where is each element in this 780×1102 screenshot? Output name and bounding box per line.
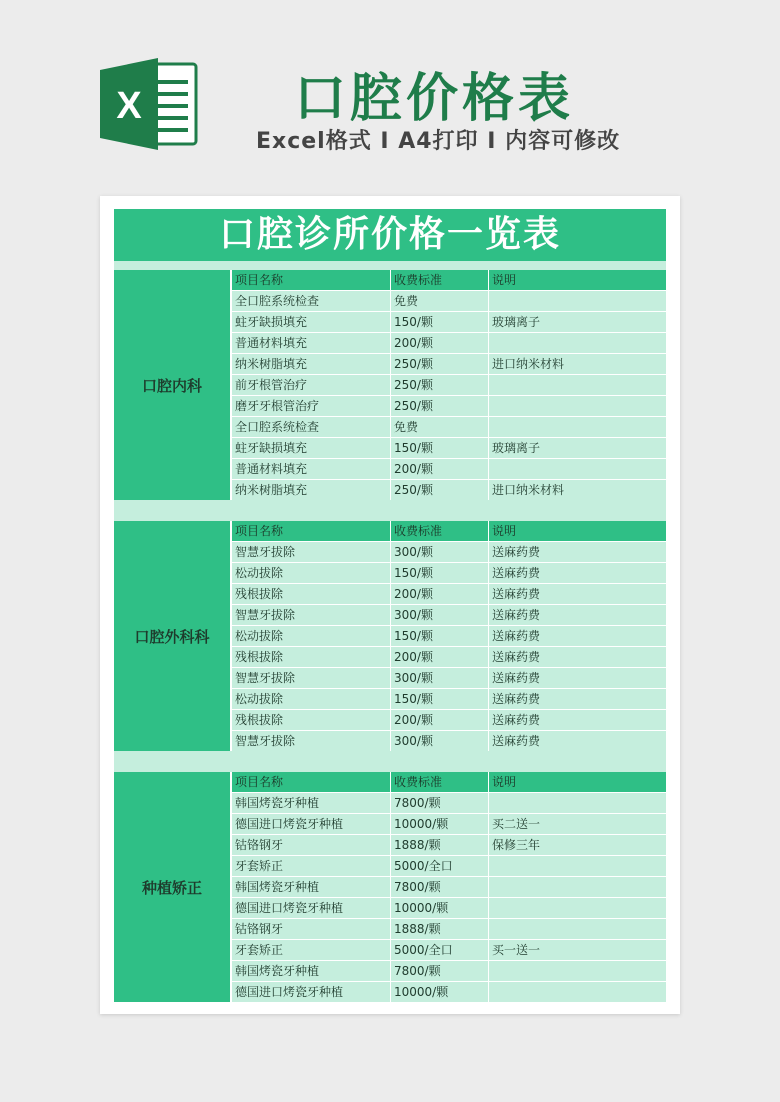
note-cell: 送麻药费 <box>489 563 666 583</box>
section-spacer <box>114 751 666 772</box>
note-cell <box>489 877 666 897</box>
price-cell: 10000/颗 <box>391 898 488 918</box>
note-cell: 送麻药费 <box>489 626 666 646</box>
note-cell: 进口纳米材料 <box>489 354 666 374</box>
item-name-cell: 磨牙牙根管治疗 <box>232 396 390 416</box>
table-row <box>232 982 666 1002</box>
item-name-cell: 残根拔除 <box>232 710 390 730</box>
price-cell: 150/颗 <box>391 312 488 332</box>
table-row <box>232 877 666 897</box>
table-row <box>232 689 666 709</box>
price-cell: 300/颗 <box>391 605 488 625</box>
item-name-cell: 普通材料填充 <box>232 333 390 353</box>
note-cell <box>489 396 666 416</box>
table-row <box>232 626 666 646</box>
item-name-cell: 全口腔系统检查 <box>232 417 390 437</box>
note-cell <box>489 961 666 981</box>
note-cell: 买一送一 <box>489 940 666 960</box>
item-name-cell: 韩国烤瓷牙种植 <box>232 793 390 813</box>
column-header: 项目名称 <box>232 772 390 792</box>
item-name-cell: 牙套矫正 <box>232 940 390 960</box>
item-name-cell: 全口腔系统检查 <box>232 291 390 311</box>
note-cell <box>489 459 666 479</box>
item-name-cell: 松动拔除 <box>232 626 390 646</box>
table-row <box>232 438 666 458</box>
section-rows <box>232 270 666 501</box>
note-cell <box>489 417 666 437</box>
item-name-cell: 普通材料填充 <box>232 459 390 479</box>
item-name-cell: 蛀牙缺损填充 <box>232 312 390 332</box>
column-header: 说明 <box>489 270 666 290</box>
price-cell: 300/颗 <box>391 731 488 751</box>
price-cell: 免费 <box>391 417 488 437</box>
item-name-cell: 残根拔除 <box>232 584 390 604</box>
table-row <box>232 459 666 479</box>
price-cell: 5000/全口 <box>391 856 488 876</box>
sheet-banner-title: 口腔诊所价格一览表 <box>114 209 666 261</box>
note-cell: 送麻药费 <box>489 584 666 604</box>
price-cell: 250/颗 <box>391 480 488 500</box>
note-cell: 送麻药费 <box>489 710 666 730</box>
note-cell: 进口纳米材料 <box>489 480 666 500</box>
note-cell: 玻璃离子 <box>489 438 666 458</box>
column-header: 收费标准 <box>391 521 488 541</box>
table-row <box>232 354 666 374</box>
column-header: 项目名称 <box>232 270 390 290</box>
price-cell: 10000/颗 <box>391 814 488 834</box>
price-cell: 200/颗 <box>391 647 488 667</box>
note-cell: 买二送一 <box>489 814 666 834</box>
note-cell <box>489 291 666 311</box>
section-label: 口腔内科 <box>114 270 230 500</box>
table-row <box>232 731 666 751</box>
table-row <box>232 940 666 960</box>
table-row <box>232 563 666 583</box>
table-row <box>232 605 666 625</box>
table-row <box>232 584 666 604</box>
section-spacer <box>114 500 666 521</box>
item-name-cell: 纳米树脂填充 <box>232 354 390 374</box>
price-cell: 5000/全口 <box>391 940 488 960</box>
item-name-cell: 钴铬钢牙 <box>232 919 390 939</box>
excel-logo-icon <box>100 58 200 150</box>
price-cell: 200/颗 <box>391 710 488 730</box>
item-name-cell: 德国进口烤瓷牙种植 <box>232 982 390 1002</box>
price-cell: 200/颗 <box>391 584 488 604</box>
item-name-cell: 前牙根管治疗 <box>232 375 390 395</box>
price-cell: 150/颗 <box>391 563 488 583</box>
document-header <box>0 0 780 180</box>
table-row <box>232 333 666 353</box>
price-cell: 300/颗 <box>391 668 488 688</box>
item-name-cell: 牙套矫正 <box>232 856 390 876</box>
price-cell: 150/颗 <box>391 626 488 646</box>
item-name-cell: 纳米树脂填充 <box>232 480 390 500</box>
item-name-cell: 德国进口烤瓷牙种植 <box>232 814 390 834</box>
page-title: 口腔价格表 <box>294 69 575 129</box>
note-cell: 送麻药费 <box>489 668 666 688</box>
table-row <box>232 668 666 688</box>
price-cell: 300/颗 <box>391 542 488 562</box>
price-section <box>114 521 666 751</box>
table-row <box>232 542 666 562</box>
note-cell: 保修三年 <box>489 835 666 855</box>
price-cell: 1888/颗 <box>391 919 488 939</box>
column-header: 项目名称 <box>232 521 390 541</box>
table-row <box>232 835 666 855</box>
item-name-cell: 松动拔除 <box>232 689 390 709</box>
logo-letter: X <box>116 85 142 127</box>
item-name-cell: 韩国烤瓷牙种植 <box>232 877 390 897</box>
table-row <box>232 856 666 876</box>
note-cell: 送麻药费 <box>489 647 666 667</box>
table-row <box>232 647 666 667</box>
table-header-row <box>232 270 666 290</box>
note-cell: 送麻药费 <box>489 731 666 751</box>
item-name-cell: 智慧牙拔除 <box>232 668 390 688</box>
table-row <box>232 898 666 918</box>
note-cell <box>489 375 666 395</box>
item-name-cell: 智慧牙拔除 <box>232 605 390 625</box>
column-header: 收费标准 <box>391 270 488 290</box>
item-name-cell: 韩国烤瓷牙种植 <box>232 961 390 981</box>
table-row <box>232 814 666 834</box>
price-cell: 200/颗 <box>391 459 488 479</box>
note-cell: 送麻药费 <box>489 605 666 625</box>
price-cell: 10000/颗 <box>391 982 488 1002</box>
table-row <box>232 291 666 311</box>
price-cell: 7800/颗 <box>391 793 488 813</box>
item-name-cell: 智慧牙拔除 <box>232 542 390 562</box>
item-name-cell: 智慧牙拔除 <box>232 731 390 751</box>
note-cell: 玻璃离子 <box>489 312 666 332</box>
price-section <box>114 772 666 1002</box>
price-cell: 150/颗 <box>391 438 488 458</box>
table-row <box>232 312 666 332</box>
price-cell: 免费 <box>391 291 488 311</box>
note-cell <box>489 898 666 918</box>
price-cell: 1888/颗 <box>391 835 488 855</box>
section-rows <box>232 772 666 1003</box>
table-row <box>232 417 666 437</box>
note-cell <box>489 982 666 1002</box>
table-row <box>232 375 666 395</box>
table-row <box>232 961 666 981</box>
price-section <box>114 270 666 500</box>
price-cell: 250/颗 <box>391 354 488 374</box>
table-header-row <box>232 521 666 541</box>
price-cell: 150/颗 <box>391 689 488 709</box>
table-header-row <box>232 772 666 792</box>
section-rows <box>232 521 666 752</box>
page-subtitle: Excel格式 I A4打印 I 内容可修改 <box>256 129 621 154</box>
column-header: 说明 <box>489 772 666 792</box>
section-label: 口腔外科科 <box>114 521 230 751</box>
note-cell <box>489 919 666 939</box>
price-cell: 200/颗 <box>391 333 488 353</box>
item-name-cell: 钴铬钢牙 <box>232 835 390 855</box>
note-cell <box>489 856 666 876</box>
table-row <box>232 480 666 500</box>
price-cell: 250/颗 <box>391 375 488 395</box>
table-row <box>232 710 666 730</box>
note-cell <box>489 793 666 813</box>
section-spacer <box>114 261 666 270</box>
table-row <box>232 919 666 939</box>
column-header: 收费标准 <box>391 772 488 792</box>
price-cell: 250/颗 <box>391 396 488 416</box>
section-label: 种植矫正 <box>114 772 230 1002</box>
price-cell: 7800/颗 <box>391 961 488 981</box>
note-cell <box>489 333 666 353</box>
note-cell: 送麻药费 <box>489 542 666 562</box>
price-cell: 7800/颗 <box>391 877 488 897</box>
item-name-cell: 松动拔除 <box>232 563 390 583</box>
item-name-cell: 蛀牙缺损填充 <box>232 438 390 458</box>
item-name-cell: 残根拔除 <box>232 647 390 667</box>
note-cell: 送麻药费 <box>489 689 666 709</box>
column-header: 说明 <box>489 521 666 541</box>
table-row <box>232 396 666 416</box>
item-name-cell: 德国进口烤瓷牙种植 <box>232 898 390 918</box>
table-row <box>232 793 666 813</box>
